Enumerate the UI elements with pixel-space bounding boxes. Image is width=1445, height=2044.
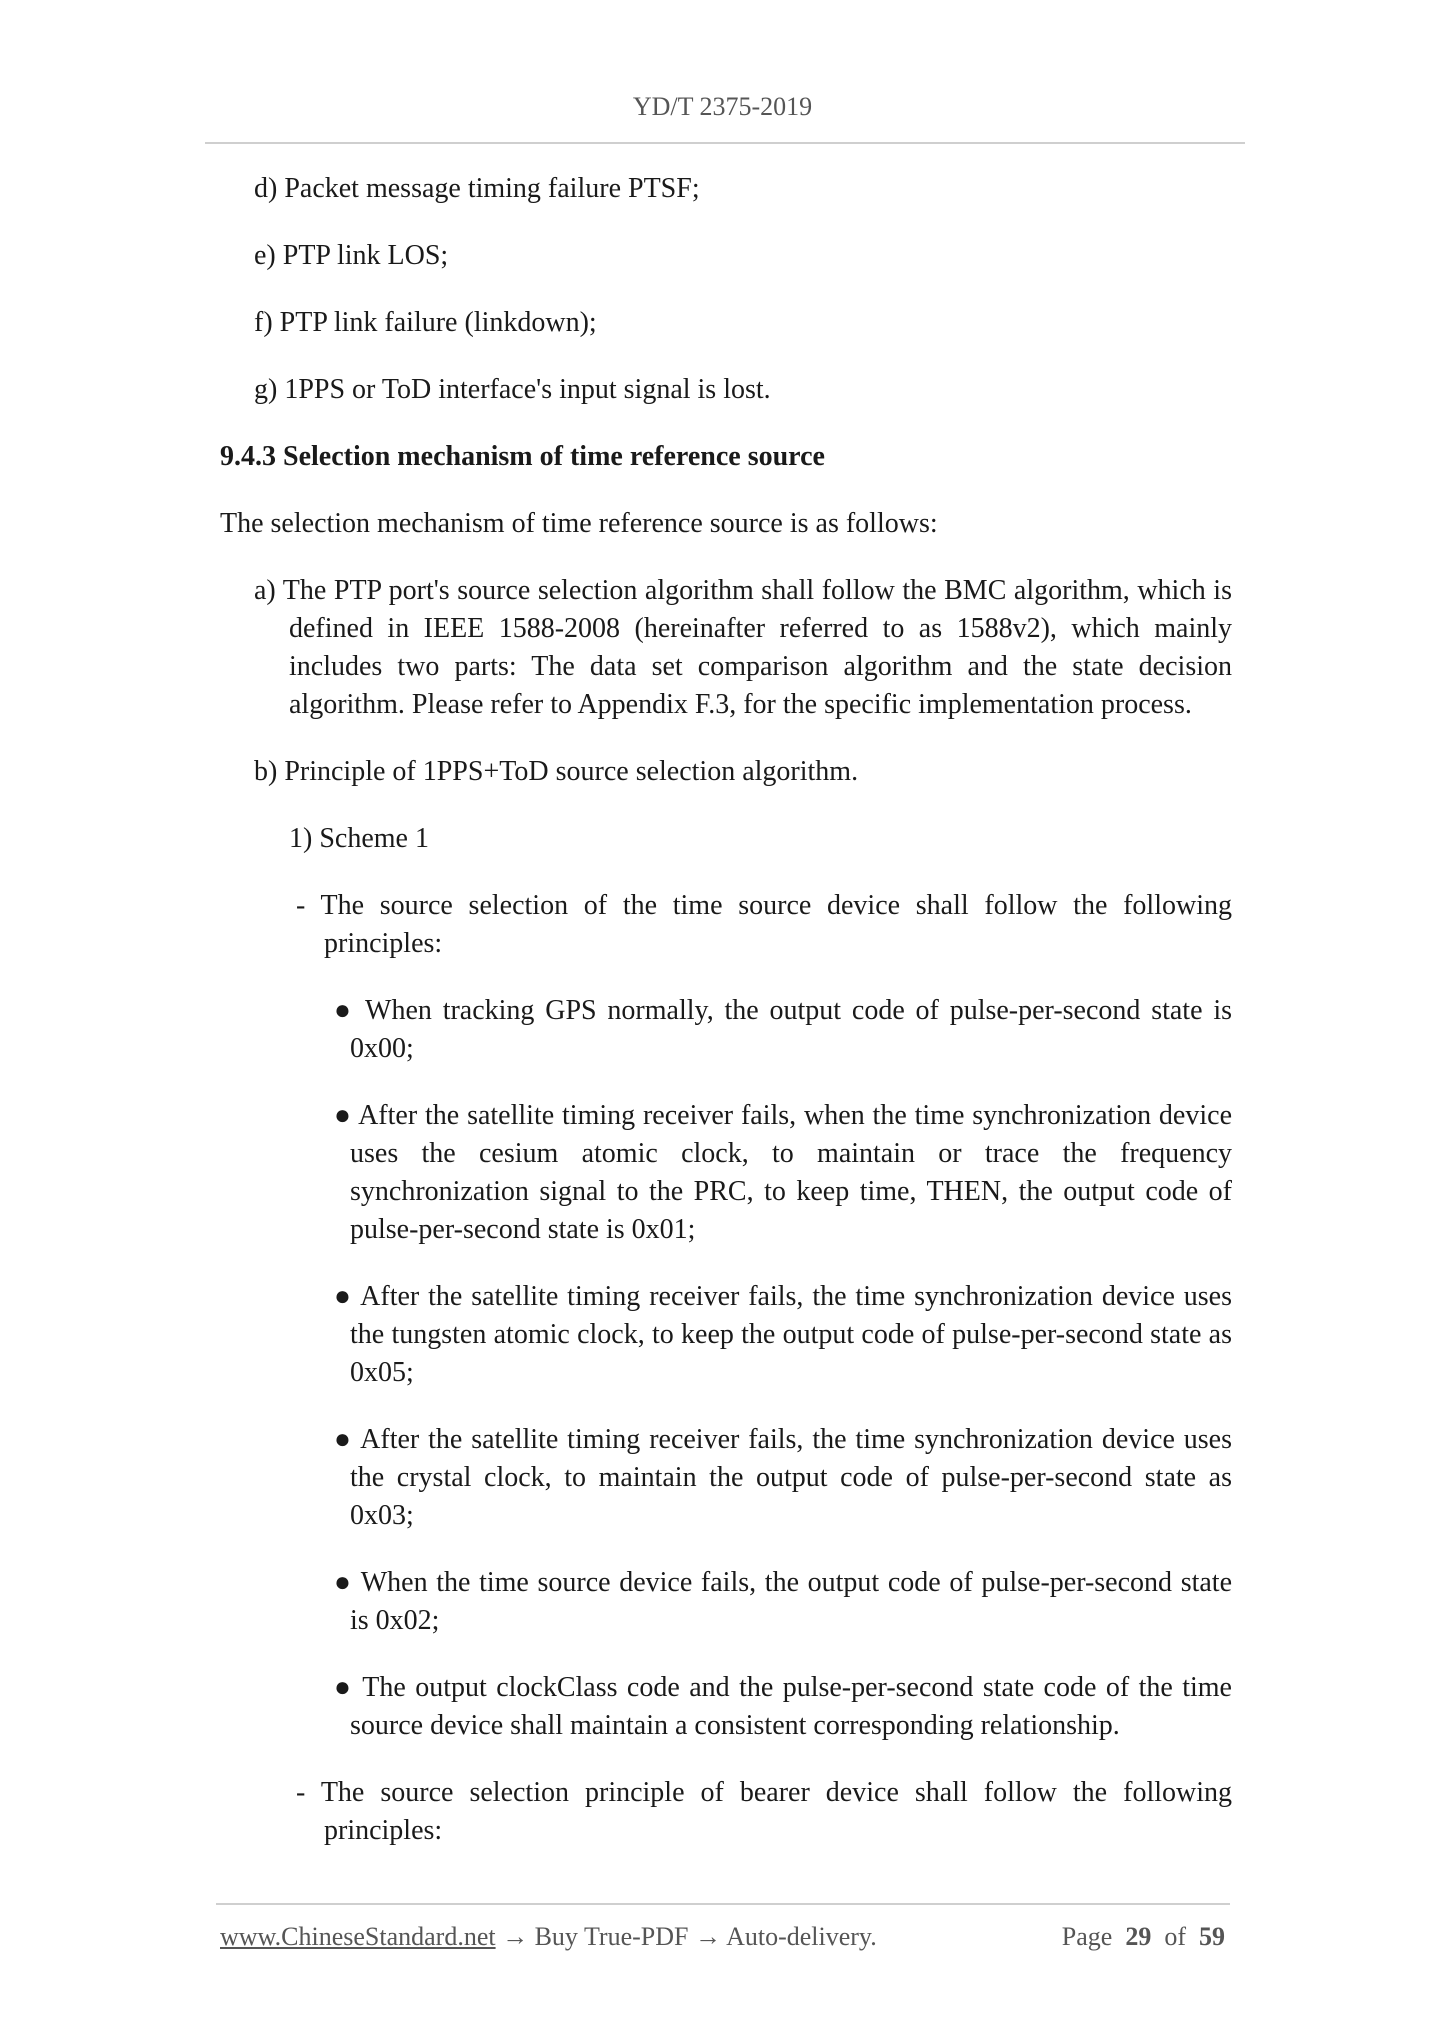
section-heading: 9.4.3 Selection mechanism of time reference source bbox=[220, 441, 825, 472]
bullet-item: ● When tracking GPS normally, the output code of pulse-per-second state is 0x00; bbox=[334, 995, 1232, 1064]
site-link[interactable]: www.ChineseStandard.net bbox=[220, 1922, 496, 1951]
delivery-text: Auto-delivery. bbox=[726, 1922, 877, 1951]
intro-paragraph: The selection mechanism of time reference source is as follows: bbox=[220, 508, 938, 539]
page-number: 29 bbox=[1125, 1922, 1152, 1951]
scheme-label: 1) Scheme 1 bbox=[289, 823, 429, 854]
document-body bbox=[0, 170, 1445, 1879]
buy-text: Buy True-PDF bbox=[534, 1922, 689, 1951]
arrow-right-icon: → bbox=[695, 1922, 721, 1951]
of-label: of bbox=[1164, 1922, 1186, 1951]
bullet-item: ● After the satellite timing receiver fails, when the time synchronization device uses the cesium atomic clock, to maintain or trace the frequency synchronization signal to the PRC, to keep time, THEN, the output code of pulse-per-second state is 0x01; bbox=[334, 1100, 1232, 1245]
bullet-item: ● The output clockClass code and the pulse-per-second state code of the time source device shall maintain a consistent corresponding relationship. bbox=[334, 1672, 1232, 1741]
list-item-e: e) PTP link LOS; bbox=[254, 240, 449, 271]
list-item-b: b) Principle of 1PPS+ToD source selection algorithm. bbox=[254, 756, 859, 787]
list-item-f: f) PTP link failure (linkdown); bbox=[254, 307, 597, 338]
footer-left bbox=[220, 1922, 877, 1952]
bullet-item: ● When the time source device fails, the output code of pulse-per-second state is 0x02; bbox=[334, 1567, 1232, 1636]
arrow-right-icon: → bbox=[502, 1922, 529, 1951]
footer-divider bbox=[216, 1903, 1230, 1905]
list-item-a: a) The PTP port's source selection algorithm shall follow the BMC algorithm, which is defined in IEEE 1588-2008 (hereinafter referred to as 1588v2), which mainly includes two parts: The data set comparison algorithm and the state decision algorithm. Please refer to Appendix F.3, for the specific implementation process. bbox=[254, 575, 1232, 720]
dash-item-time-source: - The source selection of the time source device shall follow the following principles: bbox=[296, 890, 1232, 959]
document-header: YD/T 2375-2019 bbox=[632, 92, 813, 121]
bullet-item: ● After the satellite timing receiver fails, the time synchronization device uses the crystal clock, to maintain the output code of pulse-per-second state as 0x03; bbox=[334, 1424, 1232, 1531]
list-item-d: d) Packet message timing failure PTSF; bbox=[254, 173, 700, 204]
page-indicator bbox=[1062, 1922, 1225, 1952]
page-label: Page bbox=[1061, 1922, 1113, 1951]
page-total: 59 bbox=[1199, 1922, 1225, 1951]
header-divider bbox=[205, 142, 1245, 144]
list-item-g: g) 1PPS or ToD interface's input signal is lost. bbox=[254, 374, 771, 405]
bullet-item: ● After the satellite timing receiver fails, the time synchronization device uses the tungsten atomic clock, to keep the output code of pulse-per-second state as 0x05; bbox=[334, 1281, 1232, 1388]
dash-item-bearer: - The source selection principle of bearer device shall follow the following principles: bbox=[296, 1777, 1232, 1846]
